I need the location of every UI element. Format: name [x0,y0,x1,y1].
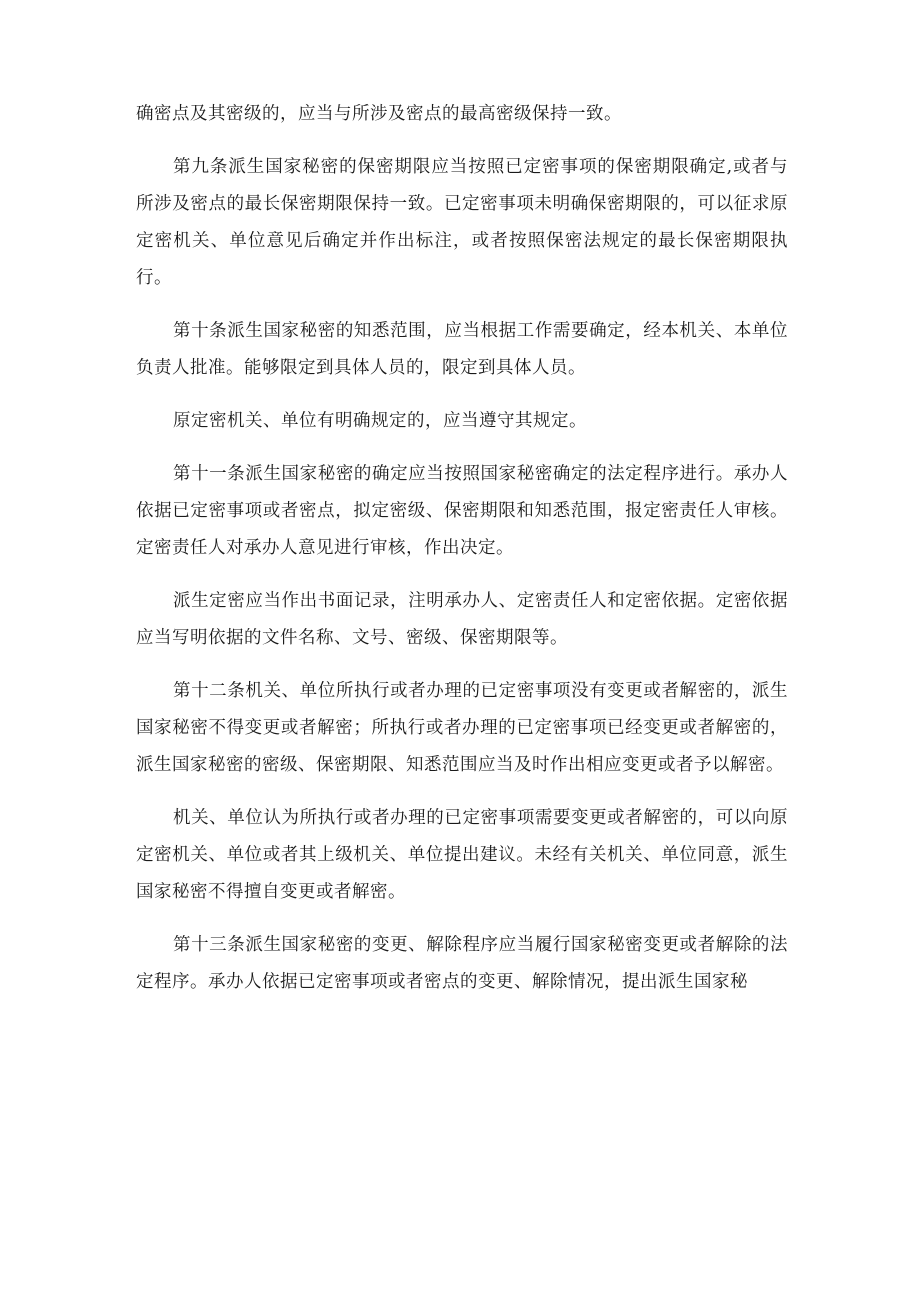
paragraph-article-12-suggestion: 机关、单位认为所执行或者办理的已定密事项需要变更或者解密的，可以向原定密机关、单位或者其上级机关、单位提出建议。未经有关机关、单位同意，派生国家秘密不得擅自变更或者解密。 [136,808,788,902]
paragraph-article-9: 第九条派生国家秘密的保密期限应当按照已定密事项的保密期限确定,或者与所涉及密点的最长保密期限保持一致。已定密事项未明确保密期限的，可以征求原定密机关、单位意见后确定并作出标注，或者按照保密法规定的最长保密期限执行。 [136,157,788,288]
paragraph-article-11-record: 派生定密应当作出书面记录，注明承办人、定密责任人和定密依据。定密依据应当写明依据的文件名称、文号、密级、保密期限等。 [136,591,788,648]
paragraph-article-11: 第十一条派生国家秘密的确定应当按照国家秘密确定的法定程序进行。承办人依据已定密事项或者密点，拟定密级、保密期限和知悉范围，报定密责任人审核。定密责任人对承办人意见进行审核，作出决定。 [136,464,788,558]
paragraph-article-10-note: 原定密机关、单位有明确规定的，应当遵守其规定。 [173,411,587,431]
paragraph-article-13: 第十三条派生国家秘密的变更、解除程序应当履行国家秘密变更或者解除的法定程序。承办人依据已定密事项或者密点的变更、解除情况，提出派生国家秘 [136,935,788,992]
paragraph-article-12: 第十二条机关、单位所执行或者办理的已定密事项没有变更或者解密的，派生国家秘密不得变更或者解密；所执行或者办理的已定密事项已经变更或者解密的，派生国家秘密的密级、保密期限、知悉范围应当及时作出相应变更或者予以解密。 [136,681,788,775]
paragraph-article-10: 第十条派生国家秘密的知悉范围，应当根据工作需要确定，经本机关、本单位负责人批准。能够限定到具体人员的，限定到具体人员。 [136,321,788,378]
document-body [136,96,788,1017]
paragraph-1: 确密点及其密级的，应当与所涉及密点的最高密级保持一致。 [136,104,622,124]
